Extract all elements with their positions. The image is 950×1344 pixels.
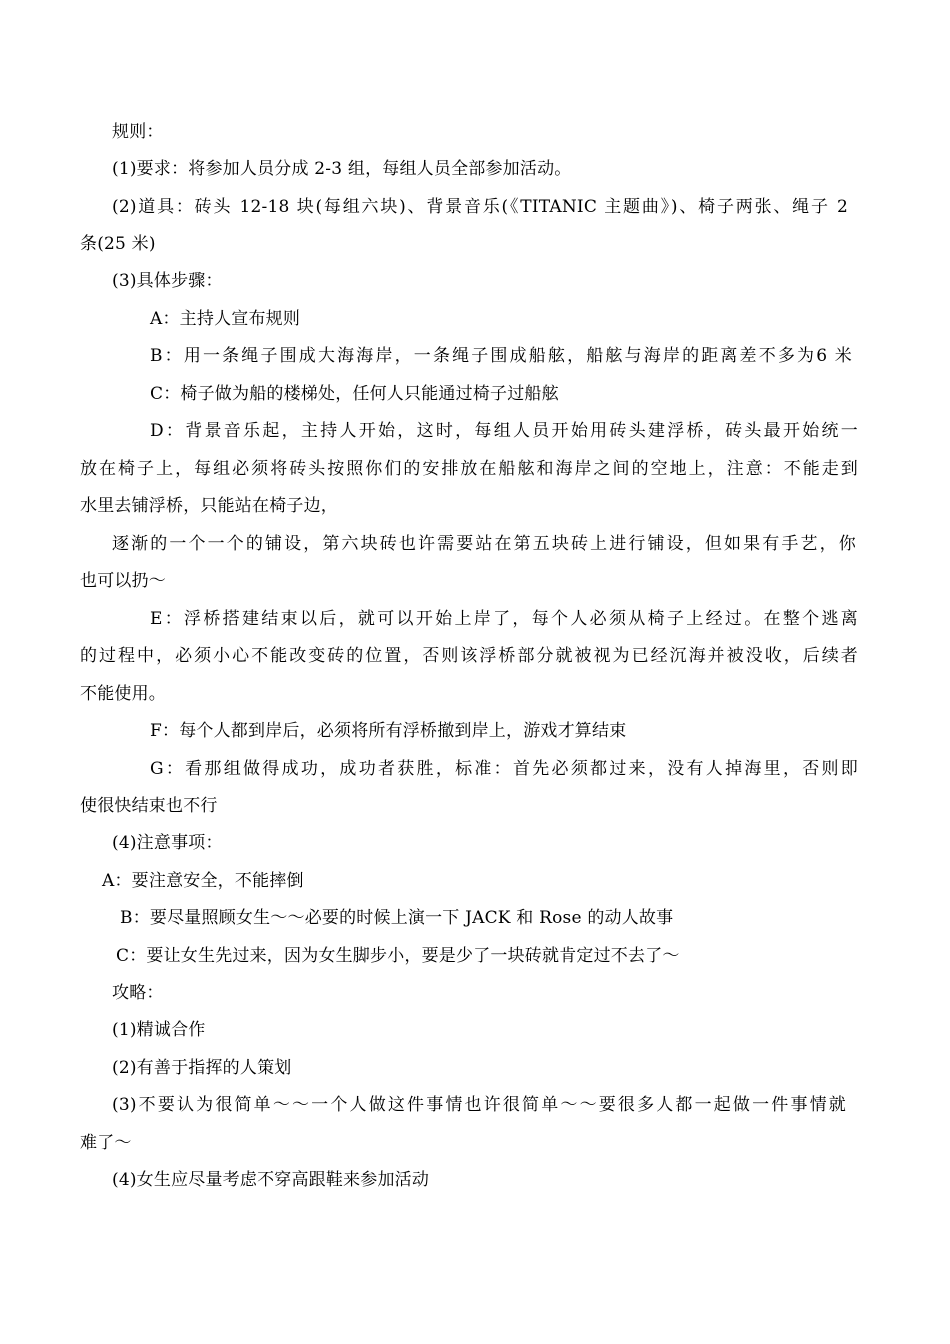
rule-2-props: (2)道具：砖头 12-18 块(每组六块)、背景音乐(《TITANIC 主题曲》)、椅子两张、绳子 2 bbox=[112, 197, 848, 217]
step-d-paragraph: 逐渐的一个一个的铺设，第六块砖也许需要站在第五块砖上进行铺设，但如果有手艺，你 bbox=[112, 534, 856, 554]
rule-3-steps-heading: (3)具体步骤： bbox=[112, 271, 223, 291]
step-d-cont-2: 水里去铺浮桥，只能站在椅子边， bbox=[80, 496, 338, 516]
step-d-cont-1: 放在椅子上，每组必须将砖头按照你们的安排放在船舷和海岸之间的空地上，注意：不能走到 bbox=[80, 459, 858, 479]
step-g-cont: 使很快结束也不行 bbox=[80, 796, 218, 816]
rule-1-requirement: (1)要求：将参加人员分成 2-3 组，每组人员全部参加活动。 bbox=[112, 159, 572, 179]
step-e-cont-2: 不能使用。 bbox=[80, 684, 166, 704]
rules-heading: 规则： bbox=[112, 122, 164, 142]
step-d: D：背景音乐起，主持人开始，这时，每组人员开始用砖头建浮桥，砖头最开始统一 bbox=[150, 421, 858, 441]
rule-2-props-cont: 条(25 米) bbox=[80, 234, 156, 254]
note-b: B：要尽量照顾女生～～必要的时候上演一下 JACK 和 Rose 的动人故事 bbox=[120, 908, 674, 928]
note-c: C：要让女生先过来，因为女生脚步小，要是少了一块砖就肯定过不去了～ bbox=[116, 946, 680, 966]
step-f: F：每个人都到岸后，必须将所有浮桥撤到岸上，游戏才算结束 bbox=[150, 721, 627, 741]
step-a: A：主持人宣布规则 bbox=[150, 309, 301, 329]
step-b: B：用一条绳子围成大海海岸，一条绳子围成船舷，船舷与海岸的距离差不多为6 米 bbox=[150, 346, 852, 366]
step-e: E：浮桥搭建结束以后，就可以开始上岸了，每个人必须从椅子上经过。在整个逃离 bbox=[150, 609, 858, 629]
step-d-paragraph-cont: 也可以扔～ bbox=[80, 571, 166, 591]
note-a: A：要注意安全，不能摔倒 bbox=[102, 871, 304, 891]
strategy-heading: 攻略： bbox=[112, 983, 164, 1003]
strategy-4: (4)女生应尽量考虑不穿高跟鞋来参加活动 bbox=[112, 1170, 430, 1190]
rule-4-notes-heading: (4)注意事项： bbox=[112, 833, 223, 853]
strategy-3-cont: 难了～ bbox=[80, 1133, 132, 1153]
strategy-2: (2)有善于指挥的人策划 bbox=[112, 1058, 292, 1078]
step-e-cont-1: 的过程中，必须小心不能改变砖的位置，否则该浮桥部分就被视为已经沉海并被没收，后续者 bbox=[80, 646, 858, 666]
strategy-3: (3)不要认为很简单～～一个人做这件事情也许很简单～～要很多人都一起做一件事情就 bbox=[112, 1095, 846, 1115]
step-g: G：看那组做得成功，成功者获胜，标准：首先必须都过来，没有人掉海里，否则即 bbox=[150, 759, 858, 779]
strategy-1: (1)精诚合作 bbox=[112, 1020, 206, 1040]
step-c: C：椅子做为船的楼梯处，任何人只能通过椅子过船舷 bbox=[150, 384, 559, 404]
